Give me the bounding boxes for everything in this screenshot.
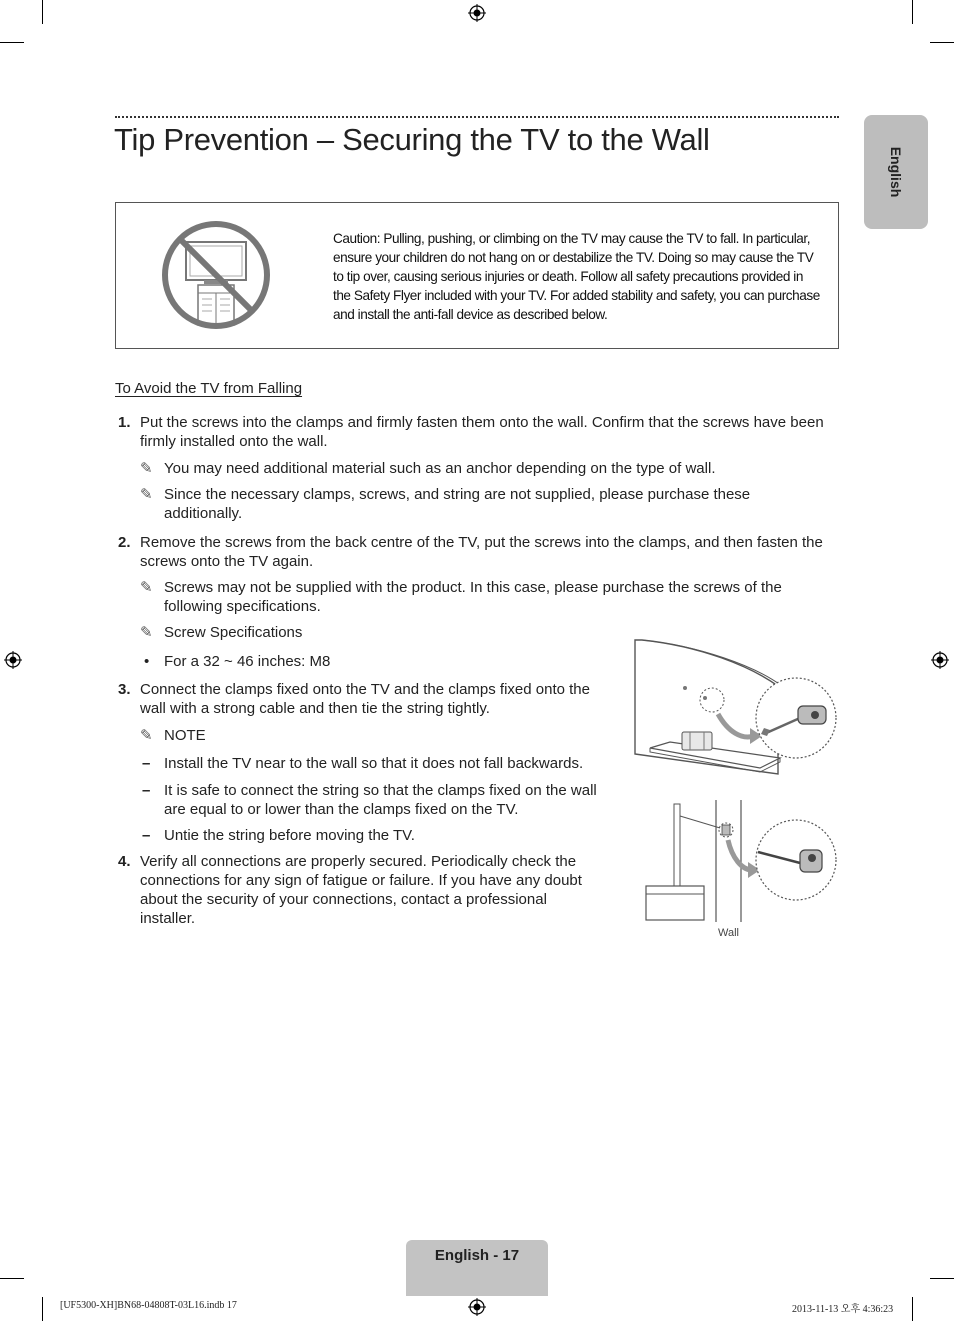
wall-label: Wall: [718, 927, 739, 939]
crop-mark: [912, 0, 913, 24]
tv-clamp-illustration: [630, 636, 842, 786]
step-number: 4.: [118, 853, 131, 870]
step-text: Connect the clamps fixed onto the TV and the clamps fixed onto the wall with a strong cable and then tie the string tightly.: [140, 681, 590, 717]
note-icon: ✎: [140, 624, 153, 641]
note-icon: ✎: [140, 460, 153, 477]
language-tab: [864, 115, 928, 229]
dash-icon: –: [142, 827, 151, 844]
step-number: 2.: [118, 534, 131, 551]
caution-text: Caution: Pulling, pushing, or climbing on the TV may cause the TV to fall. In particular, ensure your children do not hang on or destabilize the TV. Doing so may cause the TV to tip over, causing serious injuries or death. Follow all safety precautions provided in the Safety Flyer included with your TV. For added stability and safety, you can purchase and install the anti-fall device as described below.: [333, 231, 820, 322]
wall-clamp-illustration: [640, 800, 840, 924]
note-text: Screws may not be supplied with the product. In this case, please purchase the screws of the following specifications.: [164, 579, 782, 615]
dash-text: Untie the string before moving the TV.: [164, 827, 415, 844]
step-text: Verify all connections are properly secured. Periodically check the connections for any sign of fatigue or failure. If you have any doubt about the security of your connections, contact a professional installer.: [140, 853, 582, 927]
crop-mark: [0, 1278, 24, 1279]
registration-mark-icon: [468, 4, 486, 22]
page-title: Tip Prevention – Securing the TV to the Wall: [114, 122, 710, 157]
crop-mark: [42, 1297, 43, 1321]
crop-mark: [42, 0, 43, 24]
print-slug-right: 2013-11-13 오후 4:36:23: [792, 1304, 894, 1315]
dash-icon: –: [142, 755, 151, 772]
note-text: Screw Specifications: [164, 624, 303, 641]
step-text: Remove the screws from the back centre of the TV, put the screws into the clamps, and then fasten the screws onto the TV again.: [140, 534, 823, 570]
dash-text: Install the TV near to the wall so that it does not fall backwards.: [164, 755, 584, 772]
note-icon: ✎: [140, 486, 153, 503]
registration-mark-icon: [468, 1298, 486, 1316]
crop-mark: [930, 1278, 954, 1279]
no-climbing-tv-prohibition-icon: [160, 219, 272, 331]
language-tab-label: English: [888, 146, 904, 198]
note-icon: ✎: [140, 579, 153, 596]
section-heading: To Avoid the TV from Falling: [115, 380, 303, 397]
crop-mark: [930, 42, 954, 43]
registration-mark-icon: [931, 651, 949, 669]
bullet-text: For a 32 ~ 46 inches: M8: [164, 653, 331, 670]
page-number: English - 17: [434, 1247, 520, 1264]
note-text: You may need additional material such as an anchor depending on the type of wall.: [164, 460, 716, 477]
crop-mark: [912, 1297, 913, 1321]
bullet-icon: •: [144, 653, 150, 670]
caution-box: [115, 202, 839, 349]
dash-text: It is safe to connect the string so that the clamps fixed on the wall are equal to or lower than the clamps fixed on the TV.: [164, 782, 597, 818]
step-text: Put the screws into the clamps and firmly fasten them onto the wall. Confirm that the screws have been firmly installed onto the wall.: [140, 414, 824, 450]
registration-mark-icon: [4, 651, 22, 669]
step-number: 3.: [118, 681, 131, 698]
print-slug-left: [UF5300-XH]BN68-04808T-03L16.indb 17: [60, 1300, 237, 1311]
page-number-tab: [406, 1240, 548, 1296]
dash-icon: –: [142, 782, 151, 799]
title-rule: [115, 116, 839, 118]
note-heading: NOTE: [164, 727, 206, 744]
step-number: 1.: [118, 414, 131, 431]
note-icon: ✎: [140, 727, 153, 744]
note-text: Since the necessary clamps, screws, and string are not supplied, please purchase these additionally.: [164, 486, 751, 522]
crop-mark: [0, 42, 24, 43]
